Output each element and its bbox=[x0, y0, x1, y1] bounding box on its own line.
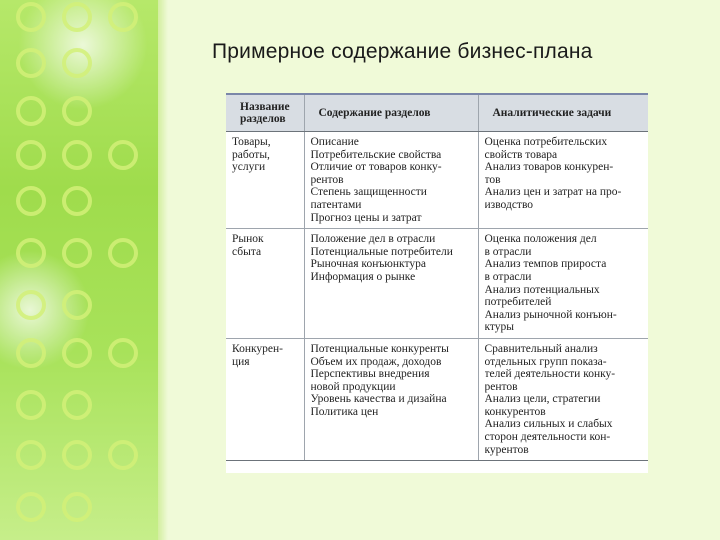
cell-analytic-tasks bbox=[478, 132, 648, 229]
bubble-ring bbox=[16, 390, 46, 420]
bubble-ring bbox=[16, 186, 46, 216]
cell-section-name bbox=[226, 338, 304, 460]
cell-line: Анализ потенциальных bbox=[484, 283, 600, 296]
cell-line: сторон деятельности кон- bbox=[484, 431, 611, 444]
cell-line: Оценка положения дел bbox=[484, 233, 597, 246]
cell-section-content bbox=[304, 132, 478, 229]
cell-line: Потребительские свойства bbox=[310, 148, 442, 161]
cell-line: Анализ сильных и слабых bbox=[484, 418, 613, 431]
cell-line: Анализ товаров конкурен- bbox=[484, 161, 614, 174]
bubble-ring bbox=[62, 492, 92, 522]
cell-line: Рынок bbox=[232, 233, 264, 246]
cell-analytic-tasks bbox=[478, 338, 648, 460]
header-line: разделов bbox=[240, 113, 286, 125]
cell-line: Уровень качества и дизайна bbox=[310, 393, 447, 406]
bubble-ring bbox=[108, 2, 138, 32]
cell-line: новой продукции bbox=[310, 380, 396, 393]
cell-line: Анализ рыночной конъюн- bbox=[484, 308, 617, 321]
cell-line: Товары, bbox=[232, 136, 271, 148]
bubble-ring bbox=[62, 186, 92, 216]
header-section-content bbox=[304, 95, 478, 132]
cell-line: изводство bbox=[484, 198, 534, 211]
header-section-name bbox=[226, 95, 304, 132]
scanned-table-image bbox=[226, 93, 648, 473]
bubble-ring bbox=[62, 140, 92, 170]
cell-line: Сравнительный анализ bbox=[484, 342, 598, 355]
cell-line: ктуры bbox=[484, 321, 515, 334]
bubble-ring bbox=[62, 96, 92, 126]
decorative-side-panel bbox=[0, 0, 158, 540]
cell-line: свойств товара bbox=[484, 148, 558, 161]
bubble-ring bbox=[108, 140, 138, 170]
cell-section-content bbox=[304, 229, 478, 339]
cell-line: курентов bbox=[484, 443, 529, 456]
cell-line: работы, bbox=[232, 148, 270, 161]
table-row bbox=[226, 229, 648, 339]
bubble-ring bbox=[16, 290, 46, 320]
cell-line: Описание bbox=[310, 136, 359, 148]
cell-section-content bbox=[304, 338, 478, 460]
cell-line: конкурентов bbox=[484, 405, 546, 418]
cell-line: Степень защищенности bbox=[310, 186, 427, 199]
bubble-ring bbox=[62, 338, 92, 368]
cell-line: тов bbox=[484, 173, 501, 186]
cell-line: Потенциальные конкуренты bbox=[310, 342, 449, 355]
cell-line: в отрасли bbox=[484, 270, 532, 283]
cell-line: услуги bbox=[232, 161, 266, 174]
bubble-ring bbox=[62, 238, 92, 268]
bubble-ring bbox=[62, 440, 92, 470]
side-panel-edge bbox=[158, 0, 168, 540]
bubble-ring bbox=[16, 492, 46, 522]
cell-line: Политика цен bbox=[310, 405, 379, 418]
cell-line: Прогноз цены и затрат bbox=[310, 211, 422, 224]
table-row bbox=[226, 132, 648, 229]
cell-line: телей деятельности конку- bbox=[484, 368, 616, 381]
slide-title: Примерное содержание бизнес-плана bbox=[212, 40, 593, 63]
cell-line: Объем их продаж, доходов bbox=[310, 355, 442, 368]
cell-line: Перспективы внедрения bbox=[310, 368, 430, 381]
bubble-ring bbox=[16, 140, 46, 170]
cell-line: Анализ цен и затрат на про- bbox=[484, 186, 622, 199]
bubble-ring bbox=[108, 440, 138, 470]
bubble-ring bbox=[108, 338, 138, 368]
bubble-ring bbox=[16, 48, 46, 78]
cell-section-name bbox=[226, 132, 304, 229]
cell-line: потребителей bbox=[484, 296, 552, 309]
cell-line: Рыночная конъюнктура bbox=[310, 258, 426, 271]
header-line: Название bbox=[240, 101, 290, 113]
header-line: Содержание разделов bbox=[318, 107, 431, 119]
cell-line: Конкурен- bbox=[232, 342, 284, 355]
table-row bbox=[226, 338, 648, 460]
bubble-ring bbox=[16, 96, 46, 126]
bubble-ring bbox=[108, 238, 138, 268]
cell-line: Потенциальные потребители bbox=[310, 245, 453, 258]
bubble-ring bbox=[16, 238, 46, 268]
table-header-row bbox=[226, 95, 648, 132]
cell-line: рентов bbox=[310, 173, 344, 186]
cell-line: Положение дел в отрасли bbox=[310, 233, 436, 246]
bubble-ring bbox=[16, 338, 46, 368]
bubble-ring bbox=[16, 440, 46, 470]
cell-line: Анализ цели, стратегии bbox=[484, 393, 601, 406]
header-line: Аналитические задачи bbox=[492, 107, 612, 119]
header-analytic-tasks bbox=[478, 95, 648, 132]
bubble-ring bbox=[62, 390, 92, 420]
bubble-ring bbox=[62, 48, 92, 78]
cell-line: рентов bbox=[484, 380, 518, 393]
cell-line: патентами bbox=[310, 198, 362, 211]
cell-line: сбыта bbox=[232, 245, 262, 258]
cell-line: ция bbox=[232, 355, 250, 368]
cell-line: отдельных групп показа- bbox=[484, 355, 607, 368]
cell-analytic-tasks bbox=[478, 229, 648, 339]
bubble-ring bbox=[62, 2, 92, 32]
bubble-ring bbox=[16, 2, 46, 32]
cell-line: Анализ темпов прироста bbox=[484, 258, 607, 271]
cell-line: Оценка потребительских bbox=[484, 136, 608, 148]
business-plan-table bbox=[226, 95, 648, 461]
bubble-ring bbox=[62, 290, 92, 320]
cell-line: в отрасли bbox=[484, 245, 532, 258]
cell-section-name bbox=[226, 229, 304, 339]
cell-line: Отличие от товаров конку- bbox=[310, 161, 442, 174]
cell-line: Информация о рынке bbox=[310, 270, 416, 283]
